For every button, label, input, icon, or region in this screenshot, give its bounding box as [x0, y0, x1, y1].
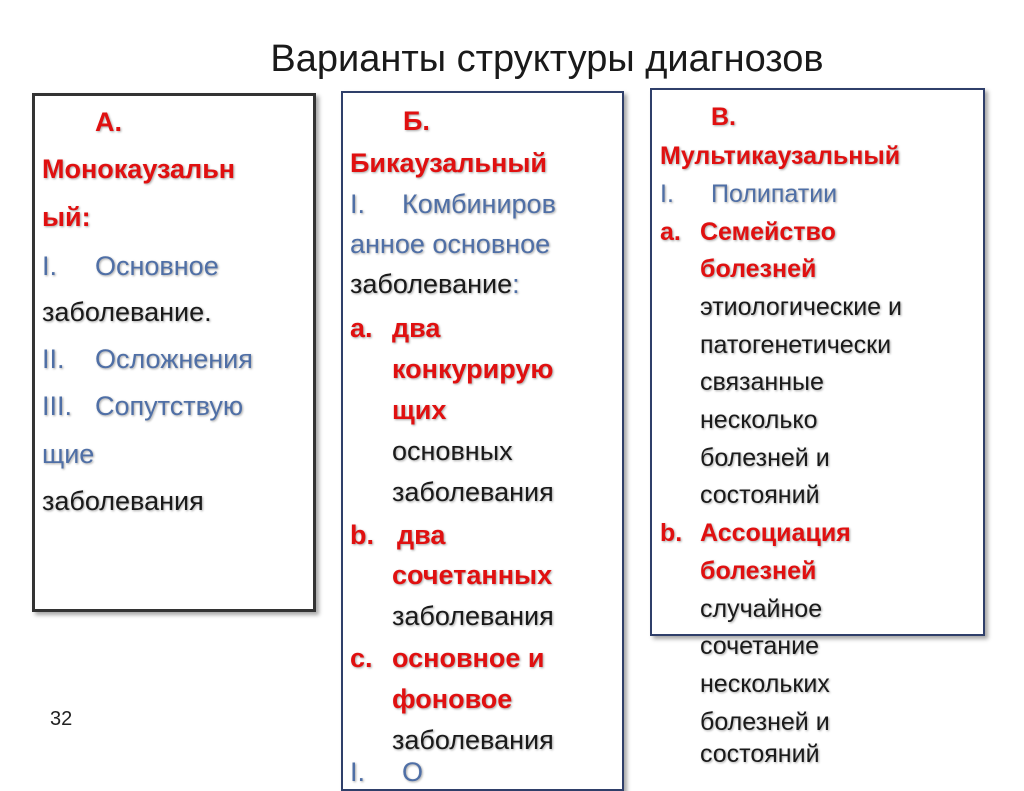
column-c-a-line4: патогенетически	[700, 331, 892, 359]
column-a-item3-number: III.	[42, 391, 73, 421]
column-a-item1-line1: Основное	[95, 251, 219, 281]
column-a-heading: А.	[95, 107, 122, 137]
column-b-c-line3: заболевания	[392, 725, 554, 755]
column-c-heading: В.	[711, 103, 736, 131]
column-b-item1-line1: Комбиниров	[402, 189, 556, 219]
page-number: 32	[50, 708, 73, 730]
column-b-b-line1: два	[397, 520, 446, 550]
column-c-a-line2: болезней	[700, 255, 817, 283]
column-b-item1-number: I.	[350, 189, 366, 219]
column-c-b-line4: сочетание	[700, 632, 819, 660]
column-c-box	[650, 88, 985, 636]
column-c-b-line5: нескольких	[700, 670, 830, 698]
column-c-b-line7: состояний	[700, 740, 820, 768]
column-b-item1-line3: заболевание:	[350, 269, 520, 299]
column-b-b-line2: сочетанных	[392, 560, 553, 590]
column-b-name: Бикаузальный	[350, 148, 547, 178]
column-b-c-line1: основное и	[392, 643, 545, 673]
column-b-b-mark: b.	[350, 520, 374, 550]
column-b-next-line: О	[402, 757, 424, 787]
column-c-b-line1: Ассоциация	[700, 519, 851, 547]
column-b-a-line2: конкурирую	[392, 354, 554, 384]
column-b-b-line3: заболевания	[392, 601, 554, 631]
column-a-item2: Осложнения	[95, 344, 253, 374]
column-a-item3-line2: щие	[42, 439, 95, 469]
column-c-a-line6: несколько	[700, 406, 818, 434]
column-c-a-line5: связанные	[700, 368, 824, 396]
column-b-a-line1: два	[392, 313, 441, 343]
column-b-a-line4: основных	[392, 436, 513, 466]
column-c-a-line8: состояний	[700, 481, 820, 509]
column-a-item2-number: II.	[42, 344, 65, 374]
column-c-a-line3: этиологические и	[700, 293, 902, 321]
column-c-b-line2: болезней	[700, 557, 817, 585]
column-b-c-line2: фоновое	[392, 684, 513, 714]
column-c-b-mark: b.	[660, 519, 683, 547]
column-c-a-line7: болезней и	[700, 444, 830, 472]
column-a-name-line2: ый:	[42, 202, 91, 232]
column-b-a-line5: заболевания	[392, 477, 554, 507]
column-c-b-line3: случайное	[700, 595, 823, 623]
column-c-item1: Полипатии	[711, 180, 838, 208]
slide-title: Варианты структуры диагнозов	[270, 38, 824, 80]
column-b-a-mark: a.	[350, 313, 373, 343]
column-c-item1-number: I.	[660, 180, 674, 208]
column-c-b-line6: болезней и	[700, 708, 830, 736]
column-b-item1-line2: анное основное	[350, 229, 551, 259]
column-c-a-mark: a.	[660, 218, 681, 246]
column-c-name: Мультикаузальный	[660, 142, 901, 170]
column-a-name-line1: Монокаузальн	[42, 154, 236, 184]
column-b-heading: Б.	[403, 106, 430, 136]
column-a-item1-line2: заболевание.	[42, 297, 212, 327]
column-b-a-line3: щих	[392, 395, 447, 425]
column-a-item3-line3: заболевания	[42, 486, 204, 516]
column-b-next-number: I.	[350, 757, 366, 787]
column-b-c-mark: c.	[350, 643, 373, 673]
column-a-item1-number: I.	[42, 251, 58, 281]
column-b-item1-colon: :	[512, 269, 520, 299]
column-a-item3-line1: Сопутствую	[95, 391, 244, 421]
column-c-a-line1: Семейство	[700, 218, 836, 246]
